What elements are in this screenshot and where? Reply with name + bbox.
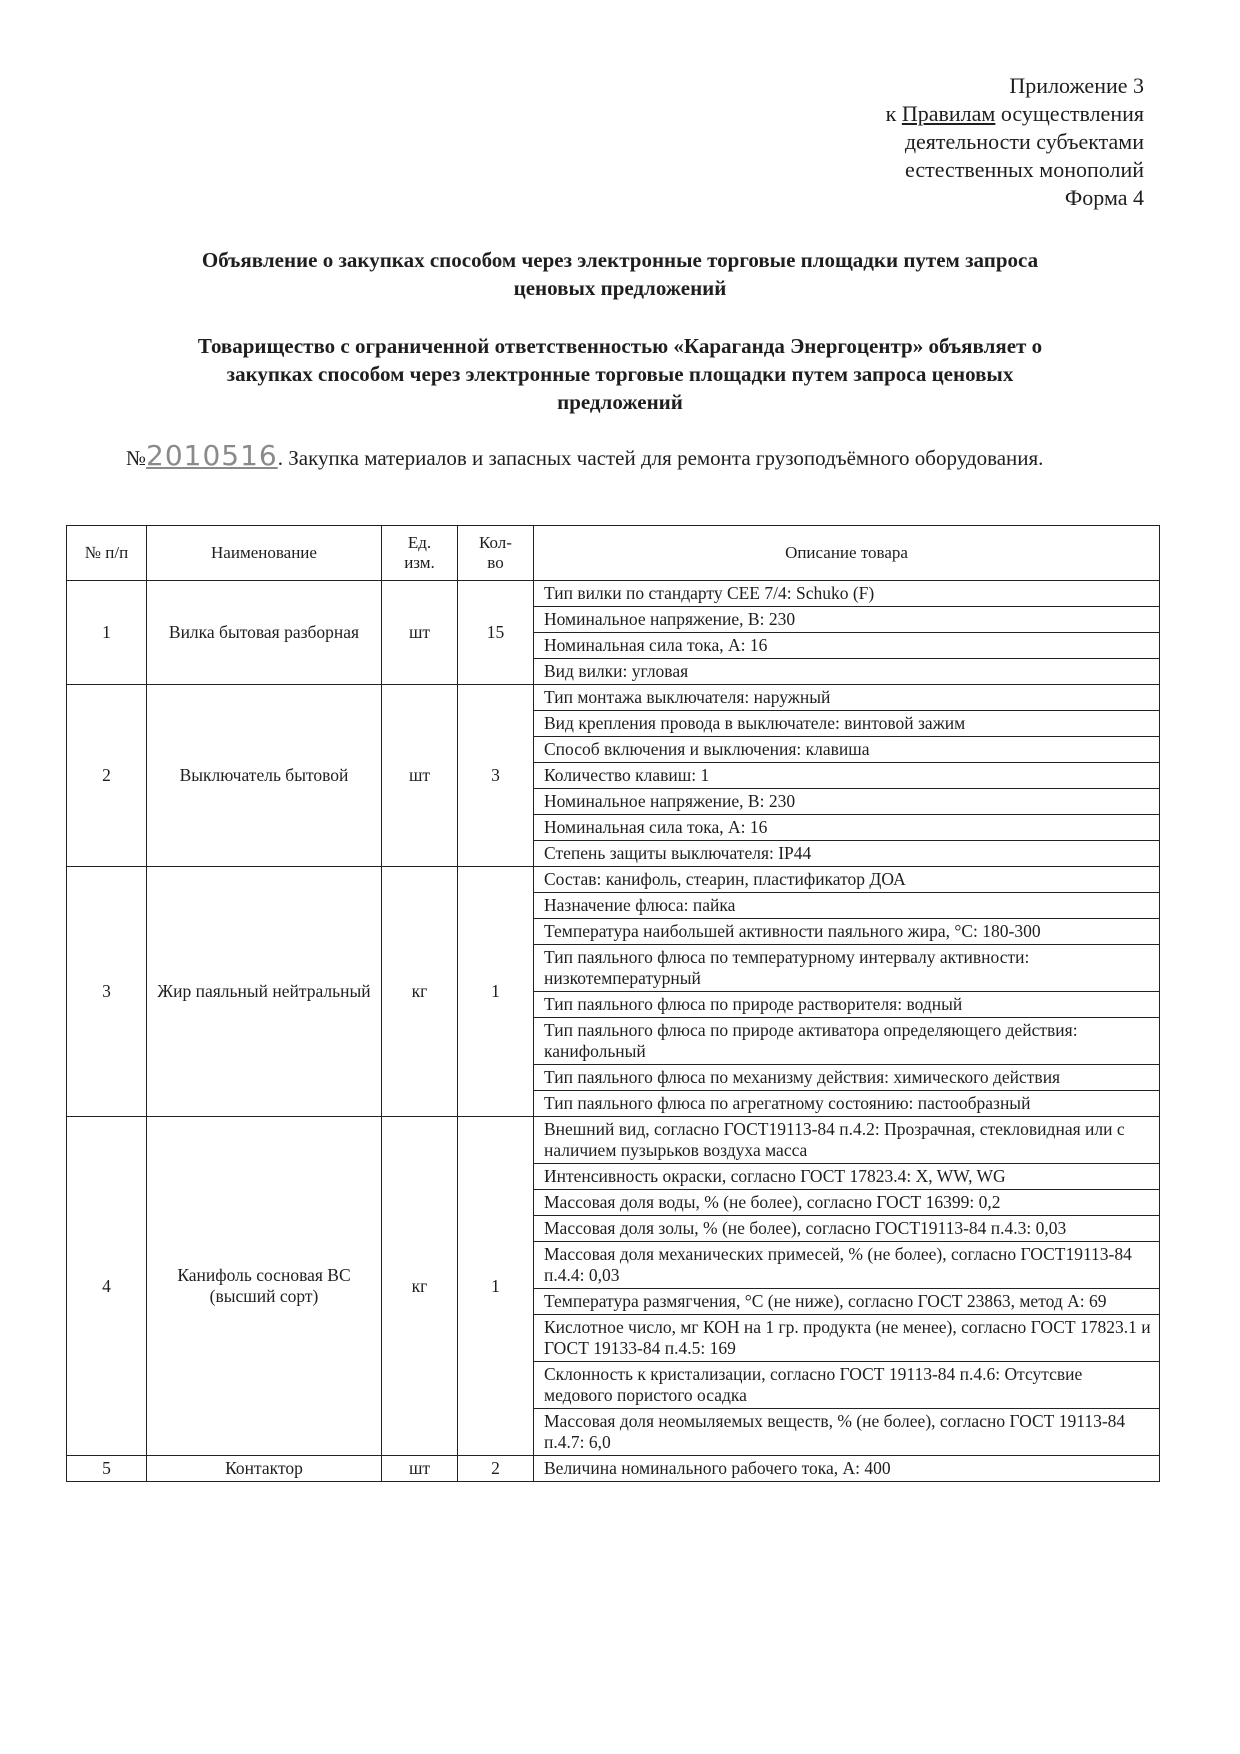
item-number: 5 [67,1456,147,1482]
subtitle-line: Товарищество с ограниченной ответственностью «Караганда Энергоцентр» объявляет о [197,334,1043,358]
item-description: Кислотное число, мг КОН на 1 гр. продукта (не менее), согласно ГОСТ 17823.1 и ГОСТ 19133-84 п.4.5: 169 [534,1315,1160,1362]
subtitle-line: предложений [557,390,683,414]
item-number: 4 [67,1117,147,1456]
item-unit: кг [382,867,458,1117]
item-description: Номинальная сила тока, А: 16 [534,633,1160,659]
item-description: Температура наибольшей активности паяльного жира, °С: 180-300 [534,919,1160,945]
table-body [67,581,1160,1482]
item-name: Вилка бытовая разборная [147,581,382,685]
item-name: Канифоль сосновая ВС (высший сорт) [147,1117,382,1456]
header-desc: Описание товара [534,526,1160,581]
item-description: Склонность к кристализации, согласно ГОСТ 19113-84 п.4.6: Отсутсвие медового пористого осадка [534,1362,1160,1409]
item-description: Температура размягчения, °С (не ниже), согласно ГОСТ 23863, метод А: 69 [534,1289,1160,1315]
item-name: Контактор [147,1456,382,1482]
item-description: Тип паяльного флюса по природе активатора определяющего действия: канифольный [534,1018,1160,1065]
item-description: Массовая доля механических примесей, % (не более), согласно ГОСТ19113-84 п.4.4: 0,03 [534,1242,1160,1289]
appendix-line: Приложение 3 [1009,73,1144,98]
announcement-number: 2010516 [146,439,278,472]
appendix-line: деятельности субъектами [904,129,1144,154]
number-sign: № [126,446,147,470]
item-description: Назначение флюса: пайка [534,893,1160,919]
item-description: Способ включения и выключения: клавиша [534,737,1160,763]
appendix-suffix: осуществления [995,101,1144,126]
header-num: № п/п [67,526,147,581]
table-row [67,685,1160,711]
item-name: Выключатель бытовой [147,685,382,867]
document-subtitle [100,332,1140,416]
table-row [67,581,1160,607]
item-unit: шт [382,1456,458,1482]
announcement [84,439,1148,472]
form-number: Форма 4 [1064,185,1144,210]
document-title [100,246,1140,302]
header-name: Наименование [147,526,382,581]
item-description: Тип монтажа выключателя: наружный [534,685,1160,711]
header-qty: Кол- во [458,526,534,581]
item-description: Тип вилки по стандарту CEE 7/4: Schuko (F) [534,581,1160,607]
item-quantity: 15 [458,581,534,685]
item-description: Интенсивность окраски, согласно ГОСТ 17823.4: X, WW, WG [534,1164,1160,1190]
item-description: Вид вилки: угловая [534,659,1160,685]
appendix-line: естественных монополий [905,157,1144,182]
item-description: Внешний вид, согласно ГОСТ19113-84 п.4.2: Прозрачная, стекловидная или с наличием пузырьков воздуха масса [534,1117,1160,1164]
appendix-header [724,72,1144,212]
table-row [67,867,1160,893]
subtitle-line: закупках способом через электронные торговые площадки путем запроса ценовых [226,362,1014,386]
item-quantity: 3 [458,685,534,867]
item-description: Тип паяльного флюса по агрегатному состоянию: пастообразный [534,1091,1160,1117]
item-unit: шт [382,685,458,867]
item-description: Номинальное напряжение, В: 230 [534,789,1160,815]
item-quantity: 1 [458,1117,534,1456]
appendix-prefix: к [885,101,902,126]
item-description: Количество клавиш: 1 [534,763,1160,789]
item-description: Массовая доля неомыляемых веществ, % (не более), согласно ГОСТ 19113-84 п.4.7: 6,0 [534,1409,1160,1456]
items-table [66,525,1160,1482]
table-row [67,1456,1160,1482]
item-description: Номинальная сила тока, А: 16 [534,815,1160,841]
header-unit: Ед. изм. [382,526,458,581]
item-number: 3 [67,867,147,1117]
item-description: Массовая доля золы, % (не более), согласно ГОСТ19113-84 п.4.3: 0,03 [534,1216,1160,1242]
title-line: Объявление о закупках способом через электронные торговые площадки путем запроса [201,248,1039,272]
item-unit: кг [382,1117,458,1456]
item-number: 2 [67,685,147,867]
item-description: Состав: канифоль, стеарин, пластификатор ДОА [534,867,1160,893]
table-row [67,1117,1160,1164]
title-line: ценовых предложений [513,276,727,300]
table-header-row [67,526,1160,581]
item-description: Величина номинального рабочего тока, А: 400 [534,1456,1160,1482]
item-quantity: 2 [458,1456,534,1482]
item-description: Номинальное напряжение, В: 230 [534,607,1160,633]
item-description: Массовая доля воды, % (не более), согласно ГОСТ 16399: 0,2 [534,1190,1160,1216]
item-quantity: 1 [458,867,534,1117]
item-number: 1 [67,581,147,685]
item-unit: шт [382,581,458,685]
announcement-text: . Закупка материалов и запасных частей для ремонта грузоподъёмного оборудования. [277,446,1044,470]
item-name: Жир паяльный нейтральный [147,867,382,1117]
item-description: Вид крепления провода в выключателе: винтовой зажим [534,711,1160,737]
item-description: Тип паяльного флюса по природе растворителя: водный [534,992,1160,1018]
appendix-line [724,100,1144,128]
item-description: Тип паяльного флюса по температурному интервалу активности: низкотемпературный [534,945,1160,992]
item-description: Степень защиты выключателя: IP44 [534,841,1160,867]
item-description: Тип паяльного флюса по механизму действия: химического действия [534,1065,1160,1091]
rules-link: Правилам [901,101,996,126]
